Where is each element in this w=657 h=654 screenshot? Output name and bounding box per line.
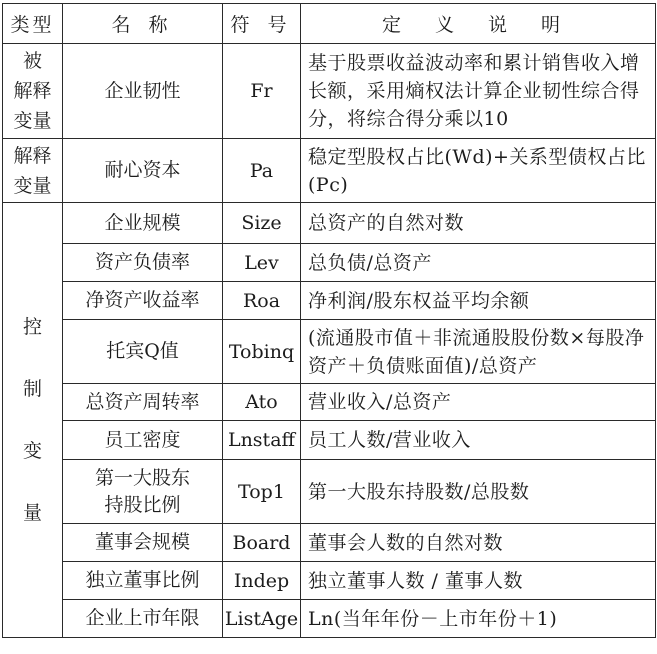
group-dependent-line-2: 解释 [13,80,52,102]
variable-definition: 基于股票收益波动率和累计销售收入增长额，采用熵权法计算企业韧性综合得分，将综合得分乘以10 [301,44,656,139]
group-explanatory-variable [3,139,63,203]
header-row [3,4,656,44]
table-row [3,460,656,524]
variable-definition: Ln(当年年份－上市年份＋1) [301,600,656,638]
table-row [3,562,656,600]
table-row [3,524,656,562]
header-type: 类型 [3,4,63,44]
header-name: 名 称 [63,4,223,44]
variable-definition: (流通股市值＋非流通股股份数×每股净资产＋负债账面值)/总资产 [301,320,656,384]
variable-definition: 员工人数/营业收入 [301,421,656,460]
variable-name-line-1: 第一大股东 [94,466,190,489]
variable-symbol: Board [223,524,301,562]
table-row [3,600,656,638]
group-control-variable [3,203,63,638]
header-symbol: 符 号 [223,4,301,44]
variable-symbol: Lnstaff [223,421,301,460]
variable-symbol: Fr [223,44,301,139]
group-control-line-4: 量 [22,502,42,524]
group-control-line-2: 制 [22,378,42,400]
variable-name: 企业规模 [63,203,223,244]
variable-name: 托宾Q值 [63,320,223,384]
group-control-line-1: 控 [22,316,42,338]
group-explanatory-line-2: 变量 [13,174,52,197]
variable-name: 净资产收益率 [63,282,223,320]
variable-symbol: Indep [223,562,301,600]
variable-symbol: Tobinq [223,320,301,384]
table-row [3,384,656,421]
variable-definition: 第一大股东持股数/总股数 [301,460,656,524]
variable-name: 董事会规模 [63,524,223,562]
variable-name-line-2: 持股比例 [104,493,181,516]
variable-symbol: ListAge [223,600,301,638]
variable-name: 独立董事比例 [63,562,223,600]
variable-name: 企业韧性 [63,44,223,139]
table-row [3,282,656,320]
variable-symbol: Ato [223,384,301,421]
table-row [3,421,656,460]
header-definition: 定 义 说 明 [301,4,656,44]
group-dependent-line-3: 变量 [13,110,52,132]
variable-symbol: Roa [223,282,301,320]
variable-symbol: Size [223,203,301,244]
table-row [3,320,656,384]
table-row [3,139,656,203]
variable-name: 耐心资本 [63,139,223,203]
variable-symbol: Pa [223,139,301,203]
variable-definition: 独立董事人数 / 董事人数 [301,562,656,600]
group-explanatory-line-1: 解释 [13,144,52,167]
variable-name: 员工密度 [63,421,223,460]
variable-definition-table [2,3,656,638]
variable-definition: 营业收入/总资产 [301,384,656,421]
variable-name: 资产负债率 [63,244,223,282]
table-row [3,244,656,282]
variable-definition: 董事会人数的自然对数 [301,524,656,562]
group-control-line-3: 变 [22,440,42,462]
group-dependent-line-1: 被 [22,50,42,72]
variable-symbol: Top1 [223,460,301,524]
variable-symbol: Lev [223,244,301,282]
variable-name: 企业上市年限 [63,600,223,638]
variable-definition: 稳定型股权占比(Wd)+关系型债权占比(Pc) [301,139,656,203]
variable-definition: 净利润/股东权益平均余额 [301,282,656,320]
variable-definition: 总负债/总资产 [301,244,656,282]
variable-name [63,460,223,524]
table-row [3,203,656,244]
group-dependent-variable [3,44,63,139]
table-row [3,44,656,139]
variable-definition: 总资产的自然对数 [301,203,656,244]
variable-name: 总资产周转率 [63,384,223,421]
